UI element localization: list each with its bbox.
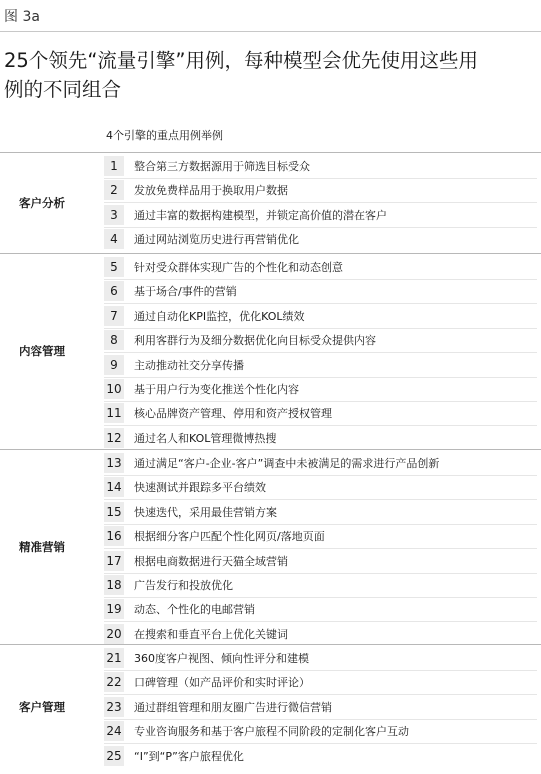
use-case-number: 22 xyxy=(104,672,124,692)
use-case-number: 2 xyxy=(104,180,124,200)
use-case-number: 15 xyxy=(104,502,124,522)
use-case-text: 广告发行和投放优化 xyxy=(134,579,233,592)
use-case-row xyxy=(104,599,255,619)
use-case-row xyxy=(104,721,409,741)
group-divider xyxy=(0,253,541,254)
use-case-row xyxy=(104,672,310,692)
use-case-row xyxy=(104,624,288,644)
use-case-text: 通过名人和KOL管理微博热搜 xyxy=(134,431,277,445)
use-case-number: 3 xyxy=(104,205,124,225)
use-case-text: 360度客户视图、倾向性评分和建模 xyxy=(134,652,309,665)
row-divider xyxy=(104,499,537,500)
use-case-row xyxy=(104,477,266,497)
use-case-row xyxy=(104,746,244,766)
row-divider xyxy=(104,328,537,329)
use-case-row xyxy=(104,575,233,595)
use-case-row xyxy=(104,229,299,249)
figure-title xyxy=(4,46,537,104)
group-label: 精准营销 xyxy=(19,539,65,554)
use-case-text: 核心品牌资产管理、停用和资产授权管理 xyxy=(134,407,332,421)
title-line-2: 例的不同组合 xyxy=(4,78,122,101)
use-case-text: 针对受众群体实现广告的个性化和动态创意 xyxy=(134,261,343,274)
row-divider xyxy=(104,597,537,598)
use-case-text: 通过网站浏览历史进行再营销优化 xyxy=(134,233,299,247)
use-case-text: 发放免费样品用于换取用户数据 xyxy=(134,184,288,198)
use-case-text: 通过自动化KPI监控，优化KOL绩效 xyxy=(134,309,305,323)
row-divider xyxy=(104,719,537,720)
use-case-number: 19 xyxy=(104,599,124,619)
use-case-text: 快速迭代，采用最佳营销方案 xyxy=(134,505,277,519)
row-divider xyxy=(104,227,537,228)
use-case-number: 7 xyxy=(104,306,124,326)
row-divider xyxy=(104,279,537,280)
use-case-number: 6 xyxy=(104,281,124,301)
row-divider xyxy=(104,621,537,622)
use-case-number: 5 xyxy=(104,257,124,277)
use-case-number: 23 xyxy=(104,697,124,717)
group-divider xyxy=(0,152,541,153)
use-case-row xyxy=(104,355,244,375)
use-case-number: 9 xyxy=(104,355,124,375)
use-case-number: 25 xyxy=(104,746,124,766)
row-divider xyxy=(104,743,537,744)
row-divider xyxy=(104,573,537,574)
group-divider xyxy=(0,449,541,450)
row-divider xyxy=(104,401,537,402)
use-case-row xyxy=(104,428,276,448)
use-case-row xyxy=(104,403,332,423)
use-case-number: 20 xyxy=(104,624,124,644)
use-case-text: 动态、个性化的电邮营销 xyxy=(134,603,255,617)
use-case-text: 在搜索和垂直平台上优化关键词 xyxy=(134,627,288,641)
group-divider xyxy=(0,644,541,645)
use-case-number: 4 xyxy=(104,229,124,249)
use-case-text: 整合第三方数据源用于筛选目标受众 xyxy=(134,160,310,173)
use-case-number: 11 xyxy=(104,403,124,423)
title-line-1: 25个领先“流量引擎”用例，每种模型会优先使用这些用 xyxy=(4,49,479,72)
row-divider xyxy=(104,202,537,203)
use-case-text: 基于场合/事件的营销 xyxy=(134,285,237,299)
use-case-row xyxy=(104,697,332,717)
use-case-row xyxy=(104,502,277,522)
use-case-text: “I”到“P”客户旅程优化 xyxy=(134,749,244,763)
use-case-row xyxy=(104,180,288,200)
figure-label: 图 3a xyxy=(4,9,40,25)
use-case-row xyxy=(104,330,376,350)
group-label: 内容管理 xyxy=(19,344,65,358)
use-case-text: 快速测试并跟踪多平台绩效 xyxy=(134,481,266,495)
row-divider xyxy=(104,548,537,549)
use-case-row xyxy=(104,648,309,668)
use-case-number: 18 xyxy=(104,575,124,595)
use-case-row xyxy=(104,205,387,225)
use-case-text: 基于用户行为变化推送个性化内容 xyxy=(134,383,299,396)
use-case-row xyxy=(104,526,325,546)
row-divider xyxy=(104,670,537,671)
use-case-row xyxy=(104,257,343,277)
row-divider xyxy=(104,475,537,476)
use-case-number: 8 xyxy=(104,330,124,350)
row-divider xyxy=(104,425,537,426)
use-case-text: 通过满足“客户-企业-客户”调查中未被满足的需求进行产品创新 xyxy=(134,457,440,470)
use-case-number: 16 xyxy=(104,526,124,546)
row-divider xyxy=(104,303,537,304)
use-case-row xyxy=(104,156,310,176)
use-case-row xyxy=(104,281,237,301)
use-case-number: 12 xyxy=(104,428,124,448)
row-divider xyxy=(104,352,537,353)
use-case-number: 24 xyxy=(104,721,124,741)
use-case-text: 根据细分客户匹配个性化网页/落地页面 xyxy=(134,530,325,544)
use-case-text: 主动推动社交分享传播 xyxy=(134,358,244,372)
row-divider xyxy=(104,377,537,378)
use-case-row xyxy=(104,551,288,571)
group-label: 客户分析 xyxy=(19,195,65,210)
row-divider xyxy=(104,694,537,695)
use-case-number: 17 xyxy=(104,551,124,571)
use-case-number: 13 xyxy=(104,453,124,473)
use-case-number: 10 xyxy=(104,379,124,399)
row-divider xyxy=(104,524,537,525)
use-case-number: 21 xyxy=(104,648,124,668)
use-case-text: 专业咨询服务和基于客户旅程不同阶段的定制化客户互动 xyxy=(134,725,409,739)
use-case-text: 根据电商数据进行天猫全域营销 xyxy=(134,554,288,568)
table-sub-header: 4个引擎的重点用例举例 xyxy=(106,129,223,142)
row-divider xyxy=(104,178,537,179)
use-case-row xyxy=(104,453,439,473)
use-case-row xyxy=(104,379,299,399)
use-case-text: 通过丰富的数据构建模型，并锁定高价值的潜在客户 xyxy=(134,208,387,222)
use-case-row xyxy=(104,306,305,326)
use-case-number: 1 xyxy=(104,156,124,176)
group-label: 客户管理 xyxy=(19,700,65,714)
top-divider xyxy=(0,31,541,32)
use-case-number: 14 xyxy=(104,477,124,497)
use-case-text: 通过群组管理和朋友圈广告进行微信营销 xyxy=(134,700,332,714)
use-case-text: 利用客群行为及细分数据优化向目标受众提供内容 xyxy=(134,334,376,348)
use-case-text: 口碑管理（如产品评价和实时评论） xyxy=(134,676,310,690)
